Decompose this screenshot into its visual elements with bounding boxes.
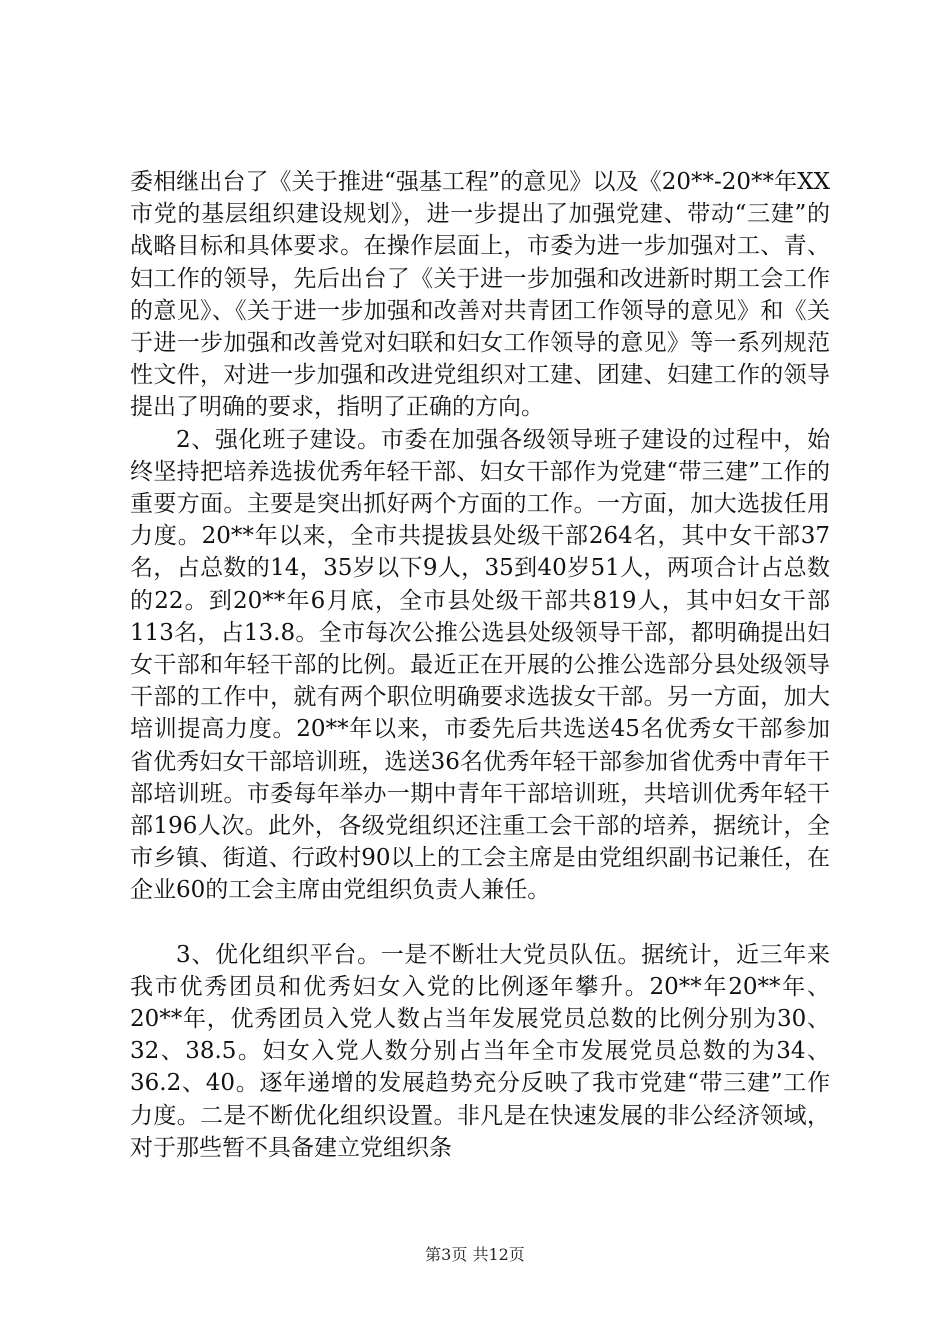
document-body bbox=[130, 166, 830, 1164]
page-footer: 第3页 共12页 bbox=[425, 1245, 525, 1264]
paragraph-1: 委相继出台了《关于推进“强基工程”的意见》以及《20**-20**年XX市党的基层组织建设规划》，进一步提出了加强党建、带动“三建”的战略目标和具体要求。在操作层面上，市委为进一步加强对工、青、妇工作的领导，先后出台了《关于进一步加强和改进新时期工会工作的意见》、《关于进一步加强和改善对共青团工作领导的意见》和《关于进一步加强和改善党对妇联和妇女工作领导的意见》等一系列规范性文件，对进一步加强和改进党组织对工建、团建、妇建工作的领导提出了明确的要求，指明了正确的方向。 bbox=[130, 169, 830, 421]
paragraph-3: 3、优化组织平台。一是不断壮大党员队伍。据统计，近三年来我市优秀团员和优秀妇女入党的比例逐年攀升。20**年20**年、20**年，优秀团员入党人数占当年发展党员总数的比例分别为30、32、38.5。妇女入党人数分别占当年全市发展党员总数的为34、36.2、40。逐年递增的发展趋势充分反映了我市党建“带三建”工作力度。二是不断优化组织设置。非凡是在快速发展的非公经济领域，对于那些暂不具备建立党组织条 bbox=[130, 941, 830, 1161]
paragraph-2: 2、强化班子建设。市委在加强各级领导班子建设的过程中，始终坚持把培养选拔优秀年轻干部、妇女干部作为党建“带三建”工作的重要方面。主要是突出抓好两个方面的工作。一方面，加大选拔任用力度。20**年以来，全市共提拔县处级干部264名，其中女干部37名，占总数的14，35岁以下9人，35到40岁51人，两项合计占总数的22。到20**年6月底，全市县处级干部共819人，其中妇女干部113名，占13.8。全市每次公推公选县处级领导干部，都明确提出妇女干部和年轻干部的比例。最近正在开展的公推公选部分县处级领导干部的工作中，就有两个职位明确要求选拔女干部。另一方面，加大培训提高力度。20**年以来，市委先后共选送45名优秀女干部参加省优秀妇女干部培训班，选送36名优秀年轻干部参加省优秀中青年干部培训班。市委每年举办一期中青年干部培训班，共培训优秀年轻干部196人次。此外，各级党组织还注重工会干部的培养，据统计，全市乡镇、街道、行政村90以上的工会主席是由党组织副书记兼任，在企业60的工会主席由党组织负责人兼任。 bbox=[130, 426, 830, 904]
